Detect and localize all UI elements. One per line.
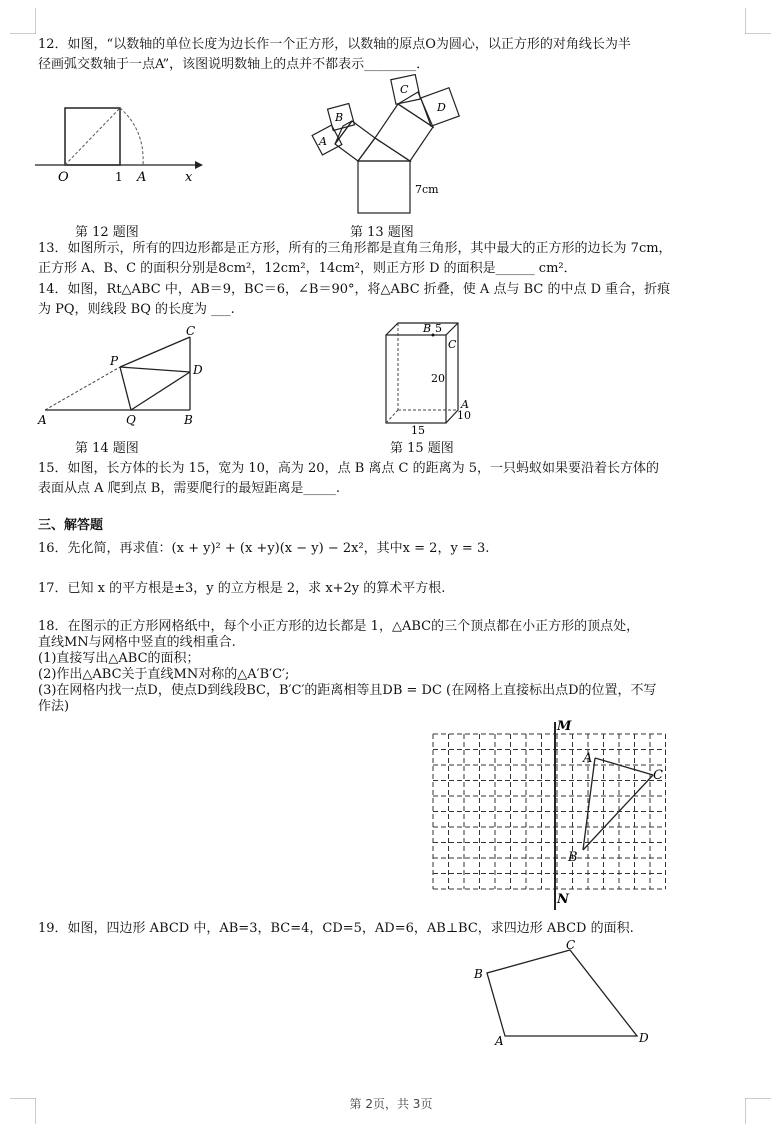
- page-footer: 第 2页，共 3页: [349, 1097, 433, 1111]
- q18-label-c: C: [653, 768, 663, 783]
- q14-label-d: D: [193, 363, 203, 377]
- q14-text-line1: 14．如图，Rt△ABC 中，AB＝9，BC＝6，∠B＝90°，将△ABC 折叠，使 A 点与 BC 的中点 D 重合，折痕: [38, 282, 671, 297]
- q12-caption: 第 12 题图: [75, 225, 139, 240]
- q12-label-one: 1: [115, 170, 123, 184]
- q18-text-line3: (1)直接写出△ABC的面积；: [38, 651, 200, 666]
- q16-text: 16．先化简，再求值：(x + y)² + (x +y)(x − y) − 2x²，其中x = 2，y = 3.: [38, 541, 490, 556]
- q12-label-a: A: [137, 170, 147, 185]
- q17-text: 17．已知 x 的平方根是±3，y 的立方根是 2，求 x+2y 的算术平方根.: [38, 581, 446, 596]
- q14-caption: 第 14 题图: [75, 441, 139, 456]
- q14-text-line2: 为 PQ，则线段 BQ 的长度为 ___.: [38, 302, 235, 317]
- q15-label-five: 5: [435, 322, 442, 335]
- q18-label-a: A: [583, 751, 593, 766]
- q13-label-side: 7cm: [415, 183, 439, 196]
- q12-label-x: x: [185, 170, 193, 185]
- q12-text-line2: 径画弧交数轴于一点A”，该图说明数轴上的点并不都表示________．: [38, 57, 430, 72]
- q13-text-line2: 正方形 A、B、C 的面积分别是8cm²，12cm²，14cm²，则正方形 D 的面积是______ cm²．: [38, 261, 577, 276]
- q15-label-twenty: 20: [431, 372, 445, 385]
- corner-mark-top-left: [10, 8, 36, 34]
- section-heading: 三、解答题: [38, 518, 104, 533]
- q15-label-ten: 10: [457, 409, 471, 422]
- q15-text-line2: 表面从点 A 爬到点 B，需要爬行的最短距离是_____.: [38, 481, 340, 496]
- q14-label-a: A: [38, 413, 47, 427]
- q18-label-m: M: [557, 719, 572, 734]
- q15-label-c: C: [448, 338, 457, 351]
- q13-caption: 第 13 题图: [350, 225, 414, 240]
- q14-figure: [30, 322, 220, 432]
- q13-label-b: B: [335, 111, 344, 124]
- q18-label-n: N: [557, 892, 569, 907]
- q13-figure: [305, 74, 475, 219]
- q19-label-c: C: [566, 938, 576, 952]
- q13-label-a: A: [319, 135, 327, 148]
- q13-text-line1: 13．如图所示，所有的四边形都是正方形，所有的三角形都是直角三角形，其中最大的正方形的边长为 7cm，: [38, 241, 672, 256]
- q19-label-a: A: [495, 1034, 504, 1048]
- q13-label-c: C: [400, 83, 409, 96]
- q14-label-p: P: [110, 354, 119, 368]
- q13-label-d: D: [437, 101, 446, 114]
- q18-label-b: B: [568, 850, 578, 865]
- q15-caption: 第 15 题图: [390, 441, 454, 456]
- corner-mark-top-right: [745, 8, 771, 34]
- q14-label-c: C: [186, 324, 196, 338]
- q19-text-line1: 19．如图，四边形 ABCD 中，AB=3，BC=4，CD=5，AD=6，AB⊥BC，求四边形 ABCD 的面积.: [38, 921, 634, 936]
- q12-figure: [30, 95, 210, 195]
- q14-label-q: Q: [126, 413, 136, 427]
- q12-text-line1: 12．如图，“以数轴的单位长度为边长作一个正方形，以数轴的原点O为圆心，以正方形的对角线长为半: [38, 37, 631, 52]
- q19-figure: [465, 935, 665, 1050]
- q15-text-line1: 15．如图，长方体的长为 15，宽为 10，高为 20，点 B 离点 C 的距离为 5，一只蚂蚁如果要沿着长方体的: [38, 461, 659, 476]
- q18-grid-figure: [425, 712, 675, 912]
- q15-label-a: A: [461, 398, 469, 411]
- q12-label-o: O: [58, 170, 69, 185]
- q15-label-b: B: [423, 322, 432, 335]
- q18-text-line2: 直线MN与网格中竖直的线相重合.: [38, 635, 236, 650]
- q18-text-line4: (2)作出△ABC关于直线MN对称的△A′B′C′;: [38, 667, 290, 682]
- q18-text-line6: 作法): [38, 699, 70, 714]
- q15-label-fifteen: 15: [411, 424, 425, 436]
- q14-label-b: B: [184, 413, 193, 427]
- q18-text-line1: 18．在图示的正方形网格纸中，每个小正方形的边长都是 1，△ABC的三个顶点都在小正方形的顶点处，: [38, 619, 640, 634]
- q19-label-d: D: [639, 1031, 649, 1045]
- q19-label-b: B: [474, 967, 483, 981]
- q15-figure: [375, 318, 485, 436]
- q18-text-line5: (3)在网格内找一点D，使点D到线段BC，B′C′的距离相等且DB = DC (在网格上直接标出点D的位置，不写: [38, 683, 657, 698]
